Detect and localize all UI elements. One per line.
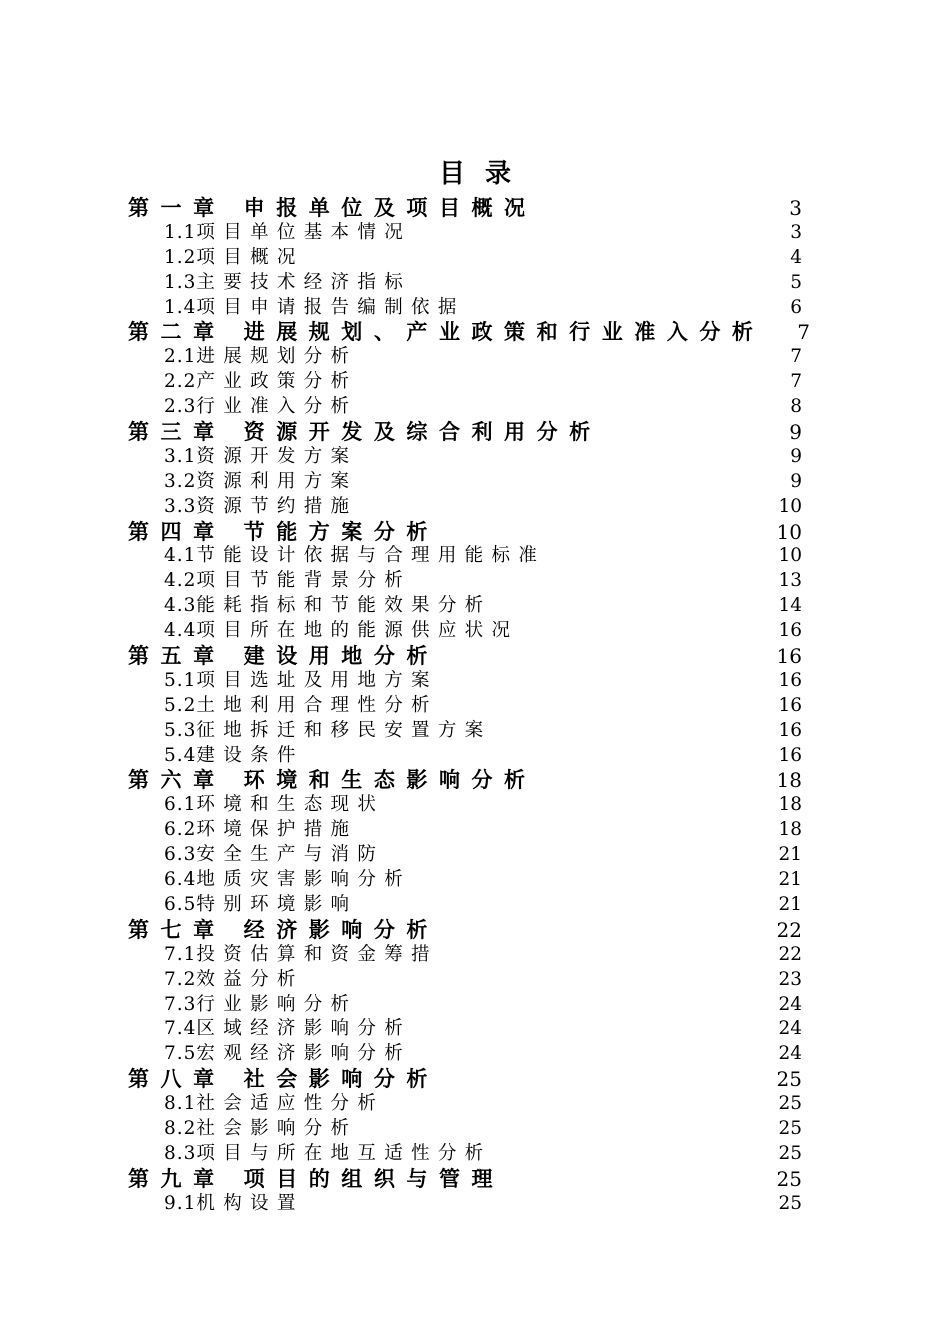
page-number: 24 [778, 993, 802, 1015]
toc-section-row[interactable] [128, 296, 808, 321]
chapter-title: 社会影响分析 [243, 1066, 439, 1092]
toc-chapter-row[interactable] [128, 644, 808, 669]
toc-section-row[interactable] [128, 968, 808, 993]
page-number: 14 [778, 595, 802, 617]
section-number: 1.3 [164, 271, 197, 293]
toc-section-row[interactable] [128, 221, 808, 246]
section-title: 效益分析 [196, 968, 304, 990]
section-title: 投资估算和资金筹措 [196, 943, 438, 965]
toc-section-row[interactable] [128, 818, 808, 843]
section-title: 地质灾害影响分析 [196, 869, 412, 891]
section-number: 5.2 [164, 694, 197, 716]
section-title: 项目概况 [196, 246, 304, 268]
section-title: 宏观经济影响分析 [196, 1043, 412, 1065]
section-title: 能耗指标和节能效果分析 [196, 595, 492, 617]
section-number: 9.1 [164, 1192, 197, 1214]
page-number: 3 [790, 221, 802, 243]
toc-section-row[interactable] [128, 370, 808, 395]
chapter-label: 第九章 [128, 1165, 226, 1191]
page-number: 21 [778, 869, 802, 891]
section-title: 行业影响分析 [196, 993, 358, 1015]
toc-section-row[interactable] [128, 1142, 808, 1167]
toc-section-row[interactable] [128, 246, 808, 271]
toc-chapter-row[interactable] [128, 1167, 808, 1192]
toc-section-row[interactable] [128, 719, 808, 744]
section-title: 项目申请报告编制依据 [196, 296, 465, 318]
toc-section-row[interactable] [128, 271, 808, 296]
toc-chapter-row[interactable] [128, 320, 808, 345]
page-number: 16 [778, 744, 802, 766]
section-number: 6.4 [164, 869, 197, 891]
section-title: 环境和生态现状 [196, 794, 385, 816]
page-number: 9 [790, 470, 802, 492]
chapter-title: 环境和生态影响分析 [243, 767, 537, 793]
section-number: 4.2 [164, 570, 197, 592]
section-title: 项目节能背景分析 [196, 570, 412, 592]
page-number: 10 [778, 545, 802, 567]
toc-section-row[interactable] [128, 1117, 808, 1142]
toc-chapter-row[interactable] [128, 918, 808, 943]
page-number: 13 [778, 570, 802, 592]
section-number: 7.2 [164, 968, 197, 990]
toc-section-row[interactable] [128, 793, 808, 818]
chapter-label: 第二章 [128, 319, 226, 345]
page-number: 16 [778, 719, 802, 741]
toc-section-row[interactable] [128, 544, 808, 569]
toc-section-row[interactable] [128, 993, 808, 1018]
section-number: 6.1 [164, 794, 197, 816]
section-number: 3.1 [164, 445, 197, 467]
page-number: 16 [778, 669, 802, 691]
page-number: 25 [778, 1192, 802, 1214]
toc-section-row[interactable] [128, 694, 808, 719]
page-number: 16 [776, 644, 802, 669]
toc-section-row[interactable] [128, 345, 808, 370]
page-number: 24 [778, 1018, 802, 1040]
section-number: 4.3 [164, 595, 197, 617]
toc-section-row[interactable] [128, 1092, 808, 1117]
page-number: 8 [790, 396, 802, 418]
chapter-label: 第五章 [128, 643, 226, 669]
page-number: 7 [790, 346, 802, 368]
section-number: 6.5 [164, 893, 197, 915]
page-number: 3 [789, 196, 802, 220]
chapter-title: 申报单位及项目概况 [243, 195, 537, 220]
chapter-title: 建设用地分析 [243, 643, 439, 669]
section-number: 4.4 [164, 620, 197, 642]
chapter-label: 第六章 [128, 767, 226, 793]
chapter-label: 第七章 [128, 916, 226, 942]
toc-section-row[interactable] [128, 1192, 808, 1217]
section-number: 6.2 [164, 819, 197, 841]
page-number: 4 [790, 246, 802, 268]
section-number: 5.4 [164, 744, 197, 766]
section-number: 6.3 [164, 844, 197, 866]
page-number: 9 [790, 445, 802, 467]
section-number: 7.4 [164, 1018, 197, 1040]
section-title: 产业政策分析 [196, 371, 358, 393]
section-number: 1.2 [164, 246, 197, 268]
chapter-label: 第一章 [128, 195, 226, 220]
section-number: 4.1 [164, 545, 197, 567]
page-number: 10 [776, 519, 802, 544]
toc-section-row[interactable] [128, 943, 808, 968]
table-of-contents [128, 196, 808, 1217]
chapter-title: 经济影响分析 [243, 916, 439, 942]
toc-chapter-row[interactable] [128, 420, 808, 445]
page-number: 18 [778, 794, 802, 816]
section-title: 土地利用合理性分析 [196, 694, 438, 716]
section-title: 特别环境影响 [196, 893, 358, 915]
section-number: 8.1 [164, 1093, 197, 1115]
section-title: 资源利用方案 [196, 470, 358, 492]
chapter-label: 第八章 [128, 1066, 226, 1092]
section-number: 5.1 [164, 669, 197, 691]
section-title: 建设条件 [196, 744, 304, 766]
page-title: 目录 [438, 159, 531, 189]
toc-section-row[interactable] [128, 843, 808, 868]
toc-section-row[interactable] [128, 893, 808, 918]
chapter-title: 资源开发及综合利用分析 [243, 419, 602, 445]
section-title: 主要技术经济指标 [196, 271, 412, 293]
section-title: 社会适应性分析 [196, 1093, 385, 1115]
section-number: 3.2 [164, 470, 197, 492]
section-title: 环境保护措施 [196, 819, 358, 841]
page-number: 10 [778, 495, 802, 517]
toc-section-row[interactable] [128, 395, 808, 420]
section-number: 1.4 [164, 296, 197, 318]
section-number: 7.5 [164, 1043, 197, 1065]
chapter-label: 第四章 [128, 518, 226, 544]
page-number: 16 [778, 620, 802, 642]
section-number: 5.3 [164, 719, 197, 741]
section-number: 8.3 [164, 1142, 197, 1164]
chapter-title: 进展规划、产业政策和行业准入分析 [243, 319, 765, 345]
page-number: 23 [778, 968, 802, 990]
page-number: 25 [778, 1093, 802, 1115]
section-title: 进展规划分析 [196, 346, 358, 368]
section-title: 资源节约措施 [196, 495, 358, 517]
section-title: 项目选址及用地方案 [196, 669, 438, 691]
page-number: 6 [790, 296, 802, 318]
section-title: 项目单位基本情况 [196, 221, 412, 243]
chapter-title: 项目的组织与管理 [243, 1165, 505, 1191]
page-number: 7 [790, 371, 802, 393]
toc-chapter-row[interactable] [128, 1067, 808, 1092]
page-number: 22 [776, 917, 802, 942]
chapter-title: 节能方案分析 [243, 518, 439, 544]
toc-section-row[interactable] [128, 669, 808, 694]
page-number: 21 [778, 893, 802, 915]
section-number: 2.2 [164, 371, 197, 393]
toc-chapter-row[interactable] [128, 196, 808, 221]
toc-section-row[interactable] [128, 744, 808, 769]
section-title: 节能设计依据与合理用能标准 [196, 545, 546, 567]
section-title: 征地拆迁和移民安置方案 [196, 719, 492, 741]
section-title: 资源开发方案 [196, 445, 358, 467]
page-number: 18 [776, 768, 802, 793]
section-number: 3.3 [164, 495, 197, 517]
page-number: 25 [776, 1067, 802, 1092]
toc-section-row[interactable] [128, 495, 808, 520]
section-title: 机构设置 [196, 1192, 304, 1214]
toc-section-row[interactable] [128, 1017, 808, 1042]
section-number: 7.1 [164, 943, 197, 965]
toc-section-row[interactable] [128, 594, 808, 619]
section-title: 社会影响分析 [196, 1117, 358, 1139]
toc-section-row[interactable] [128, 470, 808, 495]
page-number: 25 [778, 1142, 802, 1164]
page-number: 9 [789, 420, 802, 445]
toc-section-row[interactable] [128, 619, 808, 644]
page-number: 25 [778, 1117, 802, 1139]
section-number: 7.3 [164, 993, 197, 1015]
page-number: 24 [778, 1043, 802, 1065]
page-number: 16 [778, 694, 802, 716]
section-title: 行业准入分析 [196, 396, 358, 418]
section-title: 项目与所在地互适性分析 [196, 1142, 492, 1164]
page-number: 21 [778, 844, 802, 866]
page-number: 5 [790, 271, 802, 293]
toc-section-row[interactable] [128, 1042, 808, 1067]
toc-chapter-row[interactable] [128, 768, 808, 793]
toc-section-row[interactable] [128, 445, 808, 470]
section-title: 安全生产与消防 [196, 844, 385, 866]
section-title: 区域经济影响分析 [196, 1018, 412, 1040]
toc-section-row[interactable] [128, 569, 808, 594]
section-number: 2.3 [164, 396, 197, 418]
page-number: 22 [778, 943, 802, 965]
page-number: 7 [797, 320, 810, 345]
section-number: 8.2 [164, 1117, 197, 1139]
toc-section-row[interactable] [128, 868, 808, 893]
page-number: 25 [776, 1166, 802, 1191]
page-number: 18 [778, 819, 802, 841]
section-number: 2.1 [164, 346, 197, 368]
section-title: 项目所在地的能源供应状况 [196, 620, 519, 642]
chapter-label: 第三章 [128, 419, 226, 445]
section-number: 1.1 [164, 221, 197, 243]
toc-chapter-row[interactable] [128, 520, 808, 545]
